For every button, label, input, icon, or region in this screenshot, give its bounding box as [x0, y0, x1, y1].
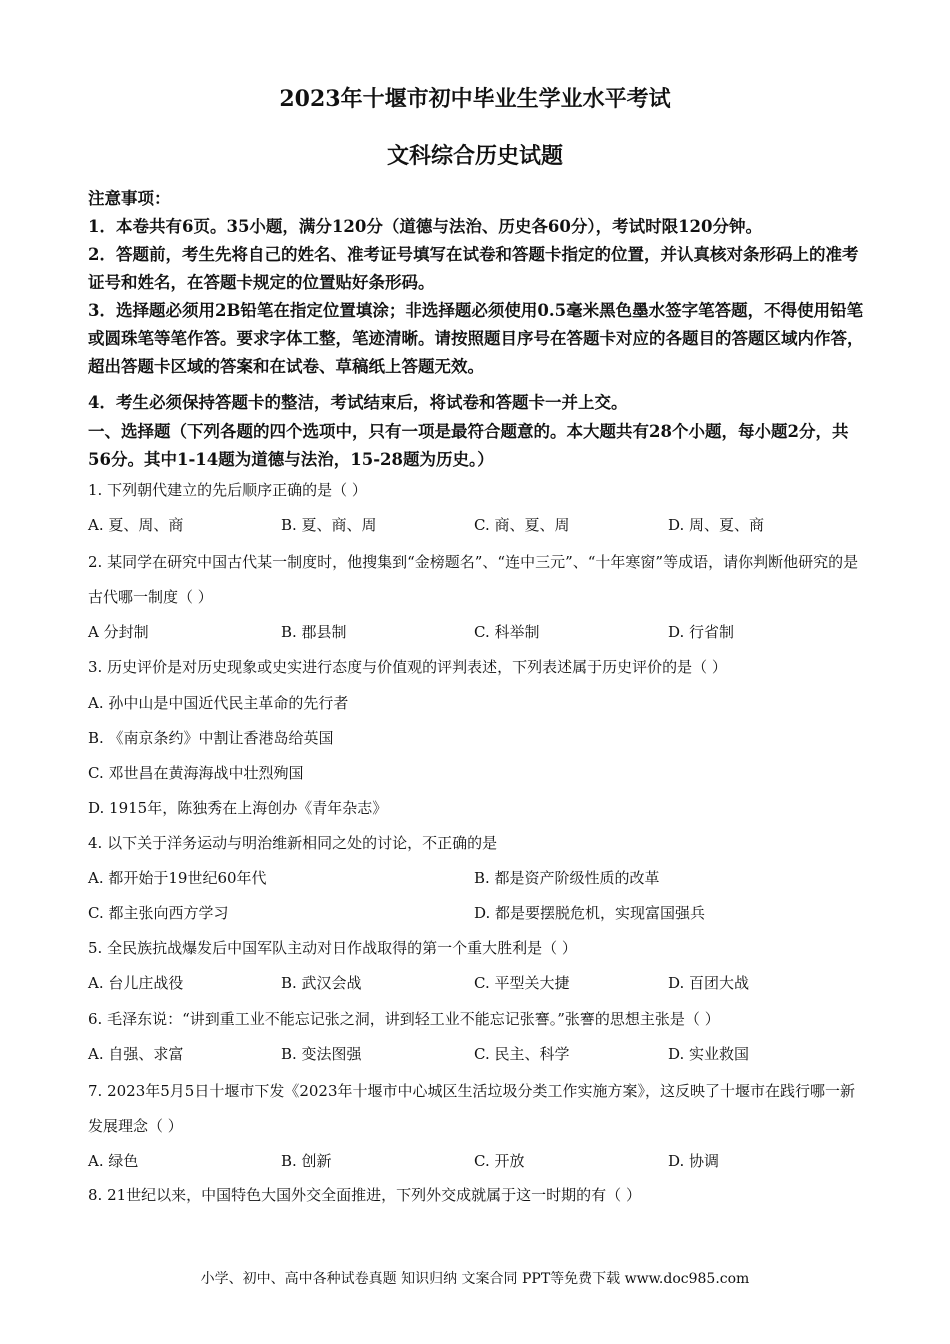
option-d: D. 行省制 — [668, 623, 735, 641]
option-a: A. 夏、周、商 — [88, 516, 184, 534]
option-a: A. 孙中山是中国近代民主革命的先行者 — [88, 694, 349, 712]
question-stem-1: 1. 下列朝代建立的先后顺序正确的是（ ） — [88, 481, 367, 499]
option-c: C. 科举制 — [474, 623, 540, 641]
option-c: C. 平型关大捷 — [474, 974, 570, 992]
option-d: D. 都是要摆脱危机，实现富国强兵 — [474, 904, 706, 922]
question-options-7 — [88, 1144, 868, 1179]
question-options-1 — [88, 508, 868, 543]
notice-item-1: 1．本卷共有6页。35小题，满分120分（道德与法治、历史各60分），考试时限120分钟。 — [88, 217, 763, 236]
exam-title: 2023年十堰市初中毕业生学业水平考试 — [279, 86, 671, 112]
option-b: B. 《南京条约》中割让香港岛给英国 — [88, 729, 334, 747]
notice-item-4: 4．考生必须保持答题卡的整洁，考试结束后，将试卷和答题卡一并上交。 — [88, 393, 628, 412]
option-b: B. 创新 — [281, 1152, 332, 1170]
option-c: C. 民主、科学 — [474, 1045, 570, 1063]
page-footer: 小学、初中、高中各种试卷真题 知识归纳 文案合同 PPT等免费下载 www.doc985.com — [200, 1271, 750, 1287]
option-a: A. 台儿庄战役 — [88, 974, 184, 992]
option-c: C. 商、夏、周 — [474, 516, 570, 534]
option-a: A 分封制 — [88, 623, 149, 641]
option-b: B. 武汉会战 — [281, 974, 362, 992]
option-b: B. 郡县制 — [281, 623, 347, 641]
option-a: A. 都开始于19世纪60年代 — [88, 869, 267, 887]
question-stem-3: 3. 历史评价是对历史现象或史实进行态度与价值观的评判表述，下列表述属于历史评价的是（ ） — [88, 658, 727, 676]
option-d: D. 协调 — [668, 1152, 720, 1170]
question-options-6 — [88, 1037, 868, 1072]
question-stem-2: 2. 某同学在研究中国古代某一制度时，他搜集到“金榜题名”、“连中三元”、“十年寒窗”等成语，请你判断他研究的是古代哪一制度（ ） — [88, 553, 859, 606]
option-d: D. 百团大战 — [668, 974, 750, 992]
question-stem-7: 7. 2023年5月5日十堰市下发《2023年十堰市中心城区生活垃圾分类工作实施方案》，这反映了十堰市在践行哪一新发展理念（ ） — [88, 1082, 856, 1135]
notice-item-3: 3．选择题必须用2B铅笔在指定位置填涂；非选择题必须使用0.5毫米黑色墨水签字笔答题，不得使用铅笔或圆珠笔等笔作答。要求字体工整，笔迹清晰。请按照题目序号在答题卡对应的各题目的答题区域内作答，超出答题卡区域的答案和在试卷、草稿纸上答题无效。 — [88, 301, 864, 376]
option-a: A. 自强、求富 — [88, 1045, 184, 1063]
option-b: B. 夏、商、周 — [281, 516, 377, 534]
option-c: C. 都主张向西方学习 — [88, 904, 229, 922]
question-stem-8: 8. 21世纪以来，中国特色大国外交全面推进，下列外交成就属于这一时期的有（ ） — [88, 1186, 641, 1204]
question-stem-5: 5. 全民族抗战爆发后中国军队主动对日作战取得的第一个重大胜利是（ ） — [88, 939, 577, 957]
notice-item-2: 2．答题前，考生先将自己的姓名、准考证号填写在试卷和答题卡指定的位置，并认真核对条形码上的准考证号和姓名，在答题卡规定的位置贴好条形码。 — [88, 245, 859, 292]
exam-subtitle: 文科综合历史试题 — [386, 143, 563, 169]
option-d: D. 1915年，陈独秀在上海创办《青年杂志》 — [88, 799, 388, 817]
section-heading: 一、选择题（下列各题的四个选项中，只有一项是最符合题意的。本大题共有28个小题，每小题2分，共56分。其中1-14题为道德与法治，15-28题为历史。） — [88, 422, 849, 469]
option-d: D. 实业救国 — [668, 1045, 750, 1063]
option-b: B. 变法图强 — [281, 1045, 362, 1063]
notice-heading: 注意事项： — [88, 189, 171, 208]
option-c: C. 开放 — [474, 1152, 525, 1170]
question-stem-4: 4. 以下关于洋务运动与明治维新相同之处的讨论，不正确的是 — [88, 834, 498, 852]
question-options-4-row2 — [88, 896, 868, 931]
option-a: A. 绿色 — [88, 1152, 139, 1170]
question-options-4-row1 — [88, 861, 868, 896]
question-options-2 — [88, 615, 868, 650]
option-c: C. 邓世昌在黄海海战中壮烈殉国 — [88, 764, 304, 782]
question-stem-6: 6. 毛泽东说：“讲到重工业不能忘记张之洞，讲到轻工业不能忘记张謇。”张謇的思想主张是（ ） — [88, 1010, 720, 1028]
option-b: B. 都是资产阶级性质的改革 — [474, 869, 660, 887]
question-options-5 — [88, 966, 868, 1001]
option-d: D. 周、夏、商 — [668, 516, 765, 534]
